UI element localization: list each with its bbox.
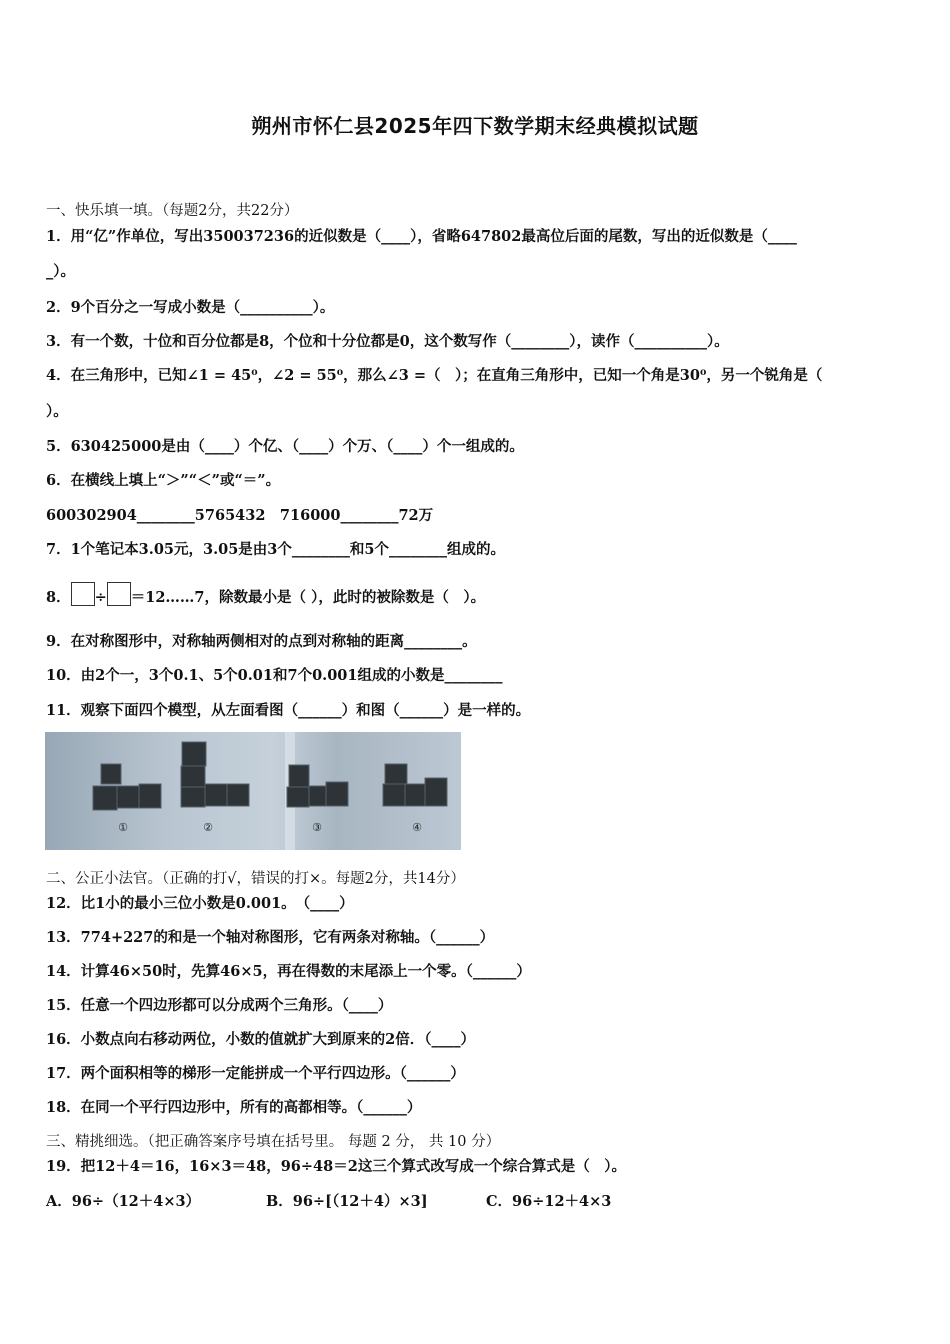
- figure-label-4: ④: [412, 821, 422, 834]
- question-5: 5．630425000是由（____）个亿、（____）个万、（____）个一组成的。: [46, 438, 524, 455]
- cube-models-drawing: [45, 732, 461, 850]
- question-2: 2．9个百分之一写成小数是（__________）。: [46, 299, 335, 316]
- question-17: 17．两个面积相等的梯形一定能拼成一个平行四边形。（______）: [46, 1065, 465, 1082]
- option-c: C．96÷12＋4×3: [486, 1193, 612, 1210]
- question-4-continued: ）。: [46, 403, 68, 420]
- dividend-box: [71, 582, 95, 606]
- cube-model-3: [287, 765, 348, 807]
- question-11: 11．观察下面四个模型，从左面看图（______）和图（______）是一样的。: [46, 702, 531, 719]
- cube-model-2: [181, 742, 249, 807]
- figure-label-2: ②: [203, 821, 213, 834]
- question-8-number: 8．: [46, 589, 71, 606]
- option-b: B．96÷[（12＋4）×3]: [266, 1193, 428, 1210]
- question-15: 15．任意一个四边形都可以分成两个三角形。（____）: [46, 997, 393, 1014]
- question-1: 1．用“亿”作单位，写出350037236的近似数是（____），省略647802最高位后面的尾数，写出的近似数是（____: [46, 228, 797, 245]
- question-16: 16．小数点向右移动两位，小数的值就扩大到原来的2倍．（____）: [46, 1031, 476, 1048]
- question-4: 4．在三角形中，已知∠1 = 45⁰，∠2 = 55⁰，那么∠3 =（ ）；在直角三角形中，已知一个角是30⁰，另一个锐角是（: [46, 367, 823, 384]
- cube-models-figure: [45, 732, 461, 850]
- question-6-items: 600302904________5765432 716000________72万: [46, 507, 434, 524]
- question-1-continued: _）。: [46, 263, 75, 280]
- section-1-heading: 一、快乐填一填。（每题2分，共22分）: [46, 203, 299, 219]
- question-10: 10．由2个一，3个0.1、5个0.01和7个0.001组成的小数是________: [46, 667, 503, 684]
- question-14: 14．计算46×50时，先算46×5，再在得数的末尾添上一个零。（______）: [46, 963, 531, 980]
- section-2-heading: 二、公正小法官。（正确的打√，错误的打×。每题2分，共14分）: [46, 871, 465, 887]
- cube-model-1: [93, 764, 161, 810]
- page-title: 朔州市怀仁县2025年四下数学期末经典模拟试题: [251, 114, 699, 138]
- question-13: 13．774+227的和是一个轴对称图形，它有两条对称轴。（______）: [46, 929, 495, 946]
- divisor-box: [107, 582, 131, 606]
- cube-model-4: [383, 764, 447, 806]
- question-19-options: [46, 1192, 906, 1212]
- question-12: 12．比1小的最小三位小数是0.001。 （____）: [46, 895, 354, 912]
- option-a: A．96÷（12＋4×3）: [46, 1193, 201, 1210]
- question-6: 6．在横线上填上“＞”“＜”或“＝”。: [46, 472, 281, 489]
- division-sign: ÷: [94, 589, 107, 606]
- question-19: 19．把12＋4＝16，16×3＝48，96÷48＝2这三个算式改写成一个综合算式是（ ）。: [46, 1158, 627, 1175]
- figure-label-1: ①: [118, 821, 128, 834]
- question-8: [46, 582, 906, 608]
- question-3: 3．有一个数，十位和百分位都是8，个位和十分位都是0，这个数写作（________），读作（__________）。: [46, 333, 729, 350]
- question-9: 9．在对称图形中，对称轴两侧相对的点到对称轴的距离________。: [46, 633, 477, 650]
- figure-label-3: ③: [312, 821, 322, 834]
- question-18: 18．在同一个平行四边形中，所有的高都相等。（______）: [46, 1099, 422, 1116]
- question-8-text: ＝12……7，除数最小是（ ），此时的被除数是（ ）。: [130, 589, 486, 606]
- section-3-heading: 三、精挑细选。（把正确答案序号填在括号里。 每题 2 分， 共 10 分）: [46, 1134, 501, 1150]
- question-7: 7．1个笔记本3.05元，3.05是由3个________和5个________组成的。: [46, 541, 505, 558]
